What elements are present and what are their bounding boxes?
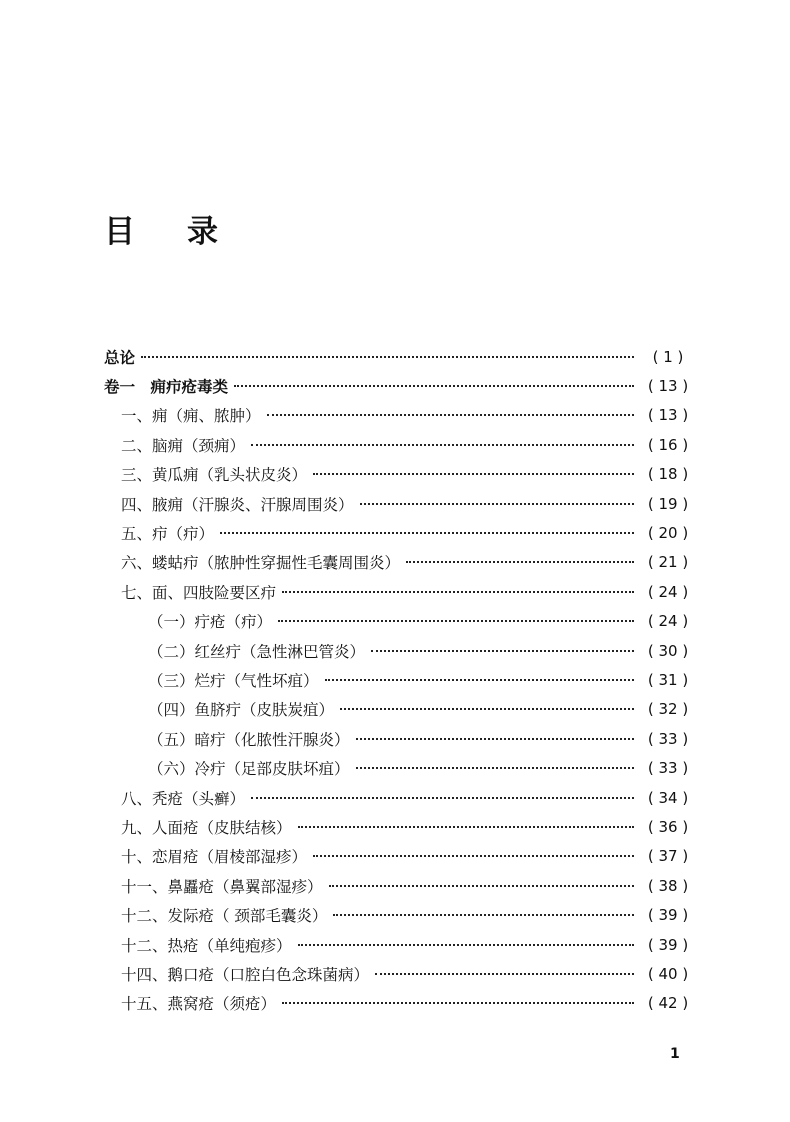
toc-label: 九、人面疮（皮肤结核） xyxy=(121,818,292,837)
toc-entry[interactable] xyxy=(104,989,694,1018)
toc-label: （三）烂疔（气性坏疽） xyxy=(148,671,319,690)
leader-dots xyxy=(371,650,634,652)
toc-entry[interactable] xyxy=(104,518,694,547)
toc-subentry[interactable] xyxy=(104,665,694,694)
leader-dots xyxy=(356,738,634,740)
toc-page: ( 33 ) xyxy=(642,730,694,748)
toc-page: ( 42 ) xyxy=(642,994,694,1012)
leader-dots xyxy=(329,885,634,887)
toc-page: ( 19 ) xyxy=(642,495,694,513)
table-of-contents xyxy=(104,342,694,1018)
toc-entry-general[interactable] xyxy=(104,342,694,371)
toc-entry[interactable] xyxy=(104,401,694,430)
toc-entry-volume-1[interactable] xyxy=(104,371,694,400)
toc-label: 十一、鼻䘌疮（鼻翼部湿疹） xyxy=(121,877,323,896)
toc-entry[interactable] xyxy=(104,930,694,959)
toc-label: 四、腋痈（汗腺炎、汗腺周围炎） xyxy=(121,495,354,514)
toc-label: 六、蝼蛄疖（脓肿性穿掘性毛囊周围炎） xyxy=(121,554,401,573)
toc-label: 七、面、四肢险要区疖 xyxy=(121,583,277,602)
toc-label: 五、疖（疖） xyxy=(121,525,215,544)
leader-dots xyxy=(267,414,634,416)
toc-label: （五）暗疔（化脓性汗腺炎） xyxy=(148,730,350,749)
toc-label: （二）红丝疔（急性淋巴管炎） xyxy=(148,642,366,661)
leader-dots xyxy=(375,973,634,975)
title-char-2: 录 xyxy=(187,214,218,250)
toc-label: 十、恋眉疮（眉棱部湿疹） xyxy=(121,848,308,867)
leader-dots xyxy=(313,473,634,475)
toc-page: ( 30 ) xyxy=(642,642,694,660)
toc-label: 十二、发际疮（ 颈部毛囊炎） xyxy=(121,907,328,926)
toc-page: ( 37 ) xyxy=(642,847,694,865)
leader-dots xyxy=(251,444,634,446)
toc-page: ( 32 ) xyxy=(642,700,694,718)
toc-label: 十五、燕窝疮（须疮） xyxy=(121,995,277,1014)
toc-subentry[interactable] xyxy=(104,695,694,724)
toc-subentry[interactable] xyxy=(104,753,694,782)
toc-entry[interactable] xyxy=(104,460,694,489)
toc-label: 总论 xyxy=(104,348,136,367)
leader-dots xyxy=(251,797,634,799)
page-number: 1 xyxy=(670,1046,680,1062)
toc-page: ( 21 ) xyxy=(642,553,694,571)
toc-subentry[interactable] xyxy=(104,607,694,636)
leader-dots xyxy=(298,826,634,828)
leader-dots xyxy=(356,767,634,769)
leader-dots xyxy=(325,679,634,681)
toc-page: ( 34 ) xyxy=(642,789,694,807)
toc-entry[interactable] xyxy=(104,577,694,606)
toc-label: 八、秃疮（头癣） xyxy=(121,789,246,808)
page-title xyxy=(104,206,218,251)
toc-entry[interactable] xyxy=(104,783,694,812)
title-char-1: 目 xyxy=(104,214,135,250)
leader-dots xyxy=(220,532,634,534)
toc-page: ( 20 ) xyxy=(642,524,694,542)
toc-label: 三、黄瓜痈（乳头状皮炎） xyxy=(121,466,308,485)
leader-dots xyxy=(278,620,634,622)
toc-label: 十二、热疮（单纯疱疹） xyxy=(121,936,292,955)
leader-dots xyxy=(406,561,634,563)
toc-page: ( 18 ) xyxy=(642,465,694,483)
toc-page: ( 39 ) xyxy=(642,906,694,924)
toc-label: （六）冷疔（足部皮肤坏疽） xyxy=(148,760,350,779)
toc-page: ( 24 ) xyxy=(642,583,694,601)
toc-page: ( 33 ) xyxy=(642,759,694,777)
toc-entry[interactable] xyxy=(104,430,694,459)
toc-page: ( 31 ) xyxy=(642,671,694,689)
toc-page: ( 13 ) xyxy=(642,377,694,395)
toc-label: 一、痈（痈、脓肿） xyxy=(121,407,261,426)
toc-label: （四）鱼脐疔（皮肤炭疽） xyxy=(148,701,335,720)
toc-label: 卷一 痈疖疮毒类 xyxy=(104,378,229,397)
toc-page: ( 13 ) xyxy=(642,406,694,424)
toc-entry[interactable] xyxy=(104,812,694,841)
leader-dots xyxy=(340,708,634,710)
toc-label: 十四、鹅口疮（口腔白色念珠菌病） xyxy=(121,965,370,984)
toc-entry[interactable] xyxy=(104,900,694,929)
leader-dots xyxy=(234,385,634,387)
toc-page: ( 1 ) xyxy=(642,348,694,366)
toc-label: 二、脑痈（颈痈） xyxy=(121,436,246,455)
toc-page: ( 40 ) xyxy=(642,965,694,983)
toc-page: ( 39 ) xyxy=(642,936,694,954)
leader-dots xyxy=(282,1002,634,1004)
toc-entry[interactable] xyxy=(104,489,694,518)
leader-dots xyxy=(141,356,634,358)
leader-dots xyxy=(333,914,634,916)
toc-entry[interactable] xyxy=(104,842,694,871)
toc-page: ( 16 ) xyxy=(642,436,694,454)
toc-entry[interactable] xyxy=(104,959,694,988)
toc-subentry[interactable] xyxy=(104,724,694,753)
toc-page: ( 24 ) xyxy=(642,612,694,630)
toc-subentry[interactable] xyxy=(104,636,694,665)
toc-entry[interactable] xyxy=(104,548,694,577)
leader-dots xyxy=(298,944,634,946)
toc-page: ( 36 ) xyxy=(642,818,694,836)
leader-dots xyxy=(282,591,634,593)
toc-label: （一）疔疮（疖） xyxy=(148,613,273,632)
leader-dots xyxy=(313,855,634,857)
leader-dots xyxy=(360,503,634,505)
toc-page: ( 38 ) xyxy=(642,877,694,895)
toc-entry[interactable] xyxy=(104,871,694,900)
